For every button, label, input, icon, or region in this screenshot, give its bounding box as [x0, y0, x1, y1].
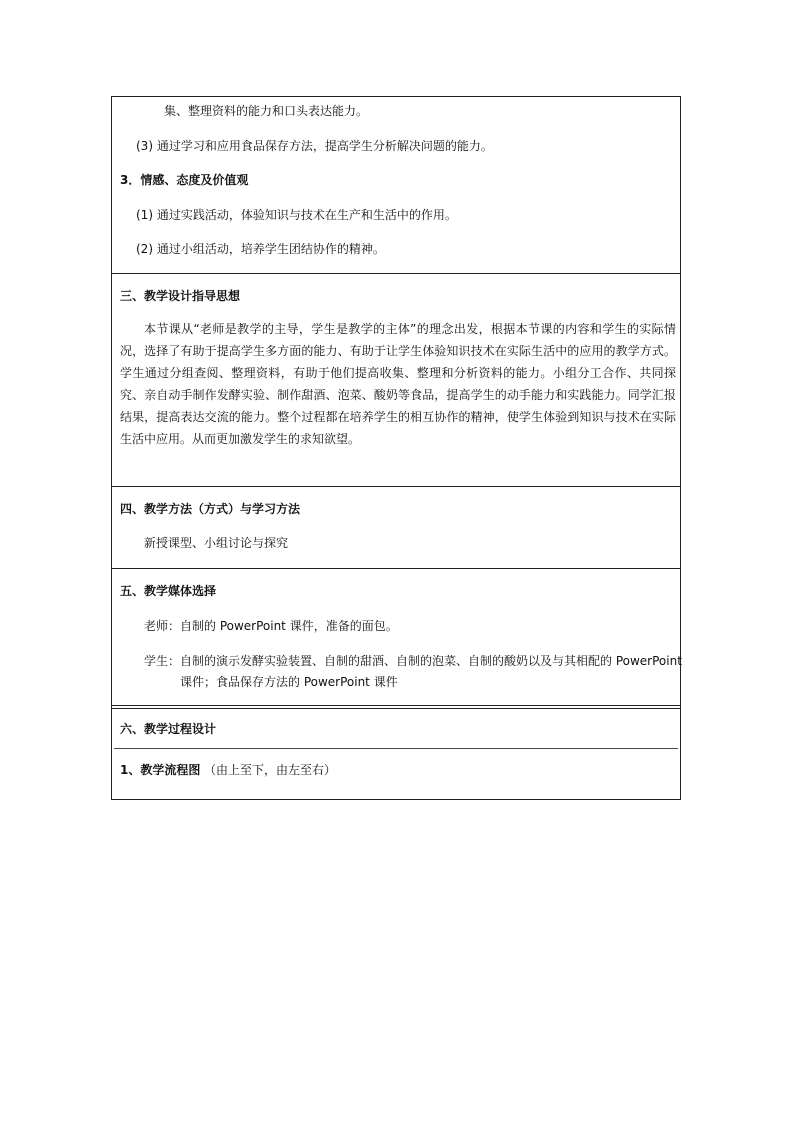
row-divider — [112, 705, 680, 706]
attitude-item-1: (1) 通过实践活动，体验知识与技术在生产和生活中的作用。 — [136, 208, 457, 222]
media-student-text-line1: 自制的演示发酵实验装置、自制的甜酒、自制的泡菜、自制的酸奶以及与其相配的 PowerPoint — [180, 654, 682, 668]
media-teacher-label: 老师： — [144, 619, 181, 633]
flow-title: 1、教学流程图 — [120, 763, 201, 777]
media-cell — [112, 569, 680, 705]
ability-line-continuation: 集、整理资料的能力和口头表达能力。 — [164, 104, 369, 118]
lesson-plan-table — [111, 96, 681, 800]
guiding-cell — [112, 274, 680, 486]
methods-text: 新授课型、小组讨论与探究 — [144, 536, 289, 550]
flow-note: （由上至下，由左至右） — [204, 763, 337, 777]
process-cell — [112, 709, 680, 749]
guiding-paragraph: 本节课从“老师是教学的主导，学生是教学的主体”的理念出发，根据本节课的内容和学生的实际情况，选择了有助于提高学生多方面的能力、有助于让学生体验知识技术在实际生活中的应用的教学方式。学生通过分组查阅、整理资料，有助于他们提高收集、整理和分析资料的能力。小组分工合作、共同探究、亲自动手制作发酵实验、制作甜酒、泡菜、酸奶等食品，提高学生的动手能力和实践能力。同学汇报结果，提高表达交流的能力。整个过程都在培养学生的相互协作的精神，使学生体验到知识与技术在实际生活中应用。从而更加激发学生的求知欲望。 — [120, 322, 676, 446]
ability-item-3: (3) 通过学习和应用食品保存方法，提高学生分析解决问题的能力。 — [136, 139, 493, 153]
methods-cell — [112, 487, 680, 568]
objectives-cell — [112, 97, 680, 273]
guiding-heading: 三、教学设计指导思想 — [120, 289, 241, 303]
media-heading: 五、教学媒体选择 — [120, 584, 217, 598]
attitude-item-2: (2) 通过小组活动，培养学生团结协作的精神。 — [136, 242, 385, 256]
methods-heading: 四、教学方法（方式）与学习方法 — [120, 502, 301, 516]
process-heading: 六、教学过程设计 — [120, 722, 217, 736]
media-teacher-text: 自制的 PowerPoint 课件，准备的面包。 — [180, 619, 398, 633]
media-student-text-line2: 课件；食品保存方法的 PowerPoint 课件 — [180, 675, 398, 689]
flow-cell — [112, 749, 680, 799]
attitude-heading: 3．情感、态度及价值观 — [120, 173, 249, 187]
media-student-label: 学生： — [144, 654, 181, 668]
